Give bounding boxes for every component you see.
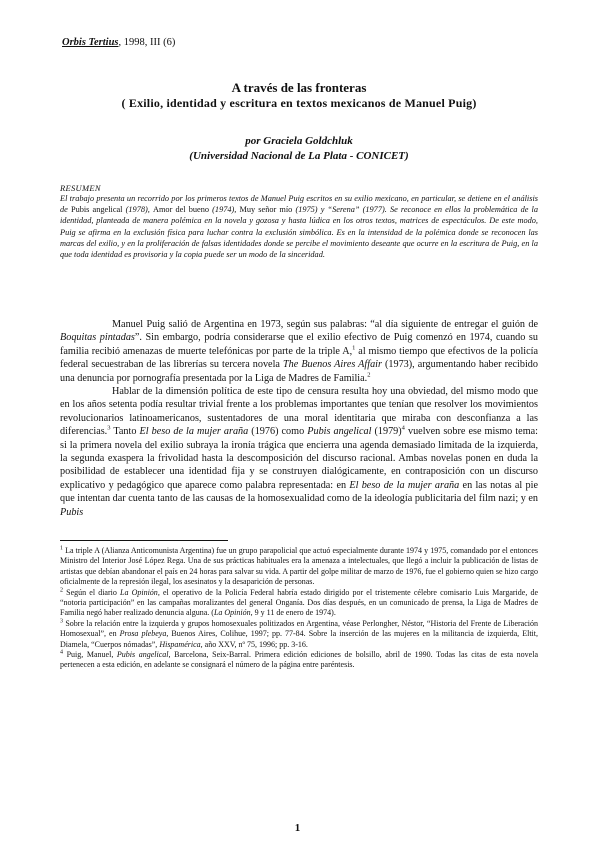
text-segment: en las notas al pie que intentan dar cuenta tanto de las causas de la homosexualidad como de la ideología publicitaria del film nazi; y en [60,479,538,505]
footnotes [60,546,538,671]
footnote-text: , año XXV, nº 75, 1996; pp. 3-16. [200,639,308,649]
footnote-ref[interactable]: 4 [401,424,405,432]
work-title: La Opinión [120,587,158,597]
work-title: Pubis angelical [116,650,169,660]
footnote-text: , Barcelona, Seix-Barral. Primera edición ediciones de bolsillo, abril de 1990. Todas las citas de esta novela pertenecen a esta edición, en adelante se consignará el número de la página entre paréntesis. [60,650,538,670]
author-affiliation: (Universidad Nacional de La Plata - CONICET) [189,150,409,162]
work-title: Amor del bueno [152,205,210,215]
footnote-ref[interactable]: 1 [352,344,356,352]
footnote-4 [60,650,538,671]
footnote-3 [60,619,538,650]
footnote-ref[interactable]: 3 [107,424,111,432]
footnote-number: 2 [60,586,63,593]
work-title: Boquitas pintadas [60,332,135,344]
work-title: Prosa plebeya [119,629,167,639]
work-title: Muy señor mío [239,205,293,215]
footnote-number: 3 [60,618,63,625]
abstract-segment: (1975) y “Serena” (1977). Se reconoce en ellos la problemática de la identidad, planteada de manera polémica en la novela y gozosa y hasta lúdica en los otros textos, matrices de espectáculos. De este modo, Puig se afirma en la exclusión física para luchar contra la exclusión simbólica. Es en la intensidad de la polémica donde se reconocen las marcas del exilio, y en la proliferación de falsas identidades donde se percibe el movimiento deseante que ocurre en la escritura de Puig, en la que toda identidad es provisoria y la copia puede ser un modo de la sinceridad. [60,205,539,260]
work-title: Pubis angelical [70,205,123,215]
article-title: A través de las fronteras [231,80,367,95]
text-segment: Hablar de la dimensión política de este tipo de censura resulta hoy una obviedad, del mismo modo que en los años setenta podía resultar trivial frente a los problemas importantes que tenían que resolver los movimientos revolucionarios latinoamericanos, sustentadores de una moral identitaria que miraba con desconfianza a las diferencias. [60,386,538,438]
text-segment: Tanto [110,426,140,438]
footnote-text: La triple A (Alianza Anticomunista Argentina) fue un grupo parapolicial que actuó especialmente durante 1974 y 1975, comandado por el entonces Ministro del Interior José López Rega. Una de sus prácticas habituales era la amenaza a intelectuales, que llegó a incluir la publicación de listas de artistas que debían abandonar el país en 24 horas para salvar su vida. A partir del golpe militar de marzo de 1976, fue el gobierno quien se hizo cargo oficialmente de la represión ilegal, los asesinatos y la desaparición de personas. [60,546,538,587]
text-segment: ”. Sin embargo, podría considerarse que el exilio efectivo de Puig comenzó en 1974, cuando su familia recibió amenazas de muerte telefónicas por parte de la triple A, [60,332,538,357]
footnote-text: Sobre la relación entre la izquierda y grupos homosexuales politizados en Argentina, véase Perlongher, Néstor, “Historia del Frente de Liberación Homosexual”, en [60,618,538,639]
work-title: Pubis angelical [307,426,372,438]
footnote-text: , 9 y 11 de enero de 1974). [250,608,336,618]
work-title: Pubis [60,506,84,518]
paragraph-2 [60,385,538,519]
author-block [60,134,538,164]
abstract-segment: (1978), [122,205,153,215]
footnote-2 [60,588,538,619]
footnote-text: Según el diario [63,587,120,597]
footnote-number: 1 [60,545,63,552]
abstract-segment: (1974), [209,205,240,215]
article-subtitle: ( Exilio, identidad y escritura en textos mexicanos de Manuel Puig) [121,96,477,110]
work-title: El beso de la mujer araña [349,479,460,491]
work-title: El beso de la mujer araña [139,426,249,438]
text-segment: (1979) [371,426,402,438]
page-number: 1 [294,822,301,834]
abstract-segment: El trabajo presenta un recorrido por los primeros textos de Manuel Puig escritos en su exilio mexicano, en particular, se detiene en el análisis de [60,194,538,215]
journal-name: Orbis Tertius [62,37,119,48]
text-segment: Manuel Puig salió de Argentina en 1973, según sus palabras: “al día siguiente de entregar el guión de [112,319,538,330]
body-text [60,318,538,519]
footnote-1 [60,546,538,588]
footnote-text: , Buenos Aires, Colihue, 1997; pp. 77-84. Sobre la inserción de las mujeres en la militancia de izquierda, Eltit, Diamela, “Cuerpos nómadas”, [60,629,538,649]
footnote-text: , el operativo de la Policía Federal habría estado dirigido por el tristemente célebre comisario Luis Margaride, de “notoria participación” en las campañas moralizantes del general Onganía. Dos días después, en un comunicado de prensa, la Liga de Madres de Familia negó haber realizado denuncia alguna. ( [60,587,539,618]
text-segment: (1973), argumentando haber recibido una denuncia por pornografía presentada por la Liga de Madres de Familia. [60,359,538,384]
work-title: The Buenos Aires Affair [282,359,382,371]
journal-issue: , 1998, III (6) [118,37,176,48]
running-header [62,37,175,48]
footnote-number: 4 [60,649,63,656]
footnote-text: Puig, Manuel, [63,650,117,660]
abstract-text [60,193,538,260]
paragraph-1 [60,318,538,385]
text-segment: al mismo tiempo que efectivos de la policía federal secuestraban de las librerías su tercera novela [60,345,539,371]
text-segment: (1976) como [248,426,308,438]
footnote-divider [60,540,228,541]
work-title: Hispamérica [159,639,201,649]
work-title: La Opinión [213,608,251,618]
text-segment: vuelven sobre ese mismo tema: si la primera novela del exilio subraya la ironía trágica que encierra una agenda demasiado limitada de la izquierda, la segunda exaspera la frivolidad hasta la descomposición del discurso racional. Ambas novelas ponen en duda la posibilidad de establecer una identidad fija y se construyen dialógicamente, en contraposición con un discurso explicativo y pedagógico que aparece como palabra representada: en [60,426,538,491]
footnote-ref[interactable]: 2 [367,371,371,379]
title-block [60,80,538,111]
author-name: por Graciela Goldchluk [245,135,353,147]
abstract-label: RESUMEN [60,183,101,193]
